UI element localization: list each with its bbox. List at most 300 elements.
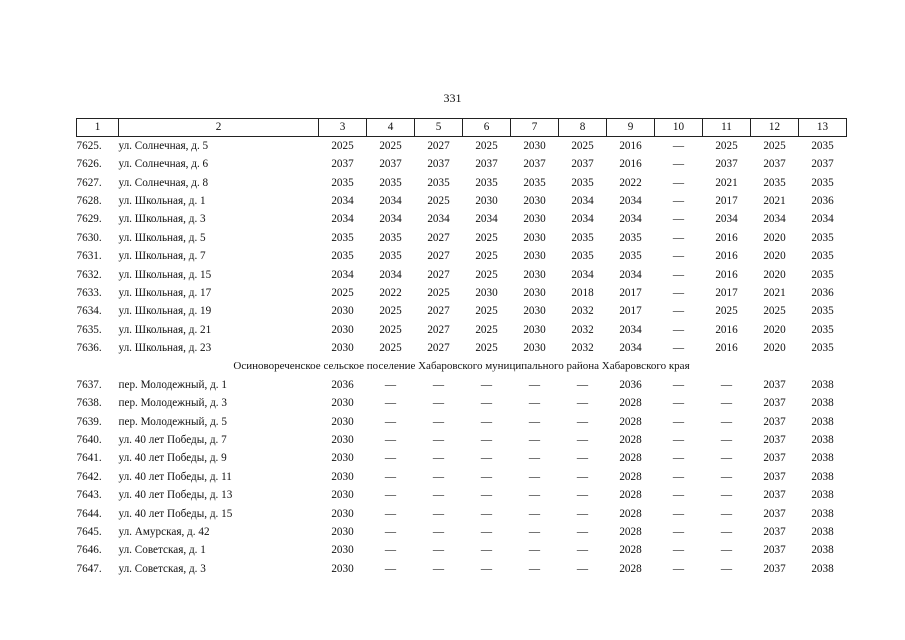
year-value: — [432,562,445,575]
year-value: — [720,470,733,483]
table-row [77,211,847,229]
year-value: 2030 [523,305,546,318]
year-value: — [384,562,397,575]
year-value: — [384,434,397,447]
table-row [77,450,847,468]
year-value: 2028 [619,415,642,428]
year-value: — [720,415,733,428]
table-row [77,376,847,394]
year-value: — [528,378,541,391]
year-value: 2025 [475,268,498,281]
year-value: 2035 [811,268,834,281]
year-value: 2034 [715,213,738,226]
section-row [77,358,847,376]
table-row [77,248,847,266]
year-value: 2025 [379,139,402,152]
year-value: 2037 [379,158,402,171]
table-row [77,340,847,358]
year-value: 2035 [619,231,642,244]
year-value: 2037 [331,158,354,171]
row-number: 7635. [76,323,102,336]
year-value: — [384,452,397,465]
year-value: 2037 [763,544,786,557]
year-value: 2020 [763,342,786,355]
year-value: 2030 [331,305,354,318]
year-value: 2038 [811,507,834,520]
year-value: — [384,507,397,520]
year-value: — [672,562,685,575]
year-value: 2038 [811,452,834,465]
year-value: 2037 [523,158,546,171]
year-value: 2036 [811,286,834,299]
row-address: ул. Солнечная, д. 5 [118,139,209,152]
year-value: 2037 [763,562,786,575]
year-value: — [528,507,541,520]
table-row [77,542,847,560]
row-address: ул. 40 лет Победы, д. 15 [118,507,233,520]
year-value: 2038 [811,489,834,502]
table-row [77,395,847,413]
year-value: — [672,342,685,355]
year-value: 2032 [571,342,594,355]
year-value: — [720,526,733,538]
year-value: 2016 [619,139,642,152]
year-value: 2038 [811,562,834,575]
year-value: 2034 [763,213,786,226]
year-value: — [576,544,589,557]
table-row [77,192,847,210]
row-number: 7644. [76,507,102,520]
year-value: — [672,323,685,336]
year-value: 2025 [571,139,594,152]
year-value: 2034 [331,213,354,226]
year-value: 2037 [763,526,786,538]
year-value: — [480,397,493,410]
year-value: — [432,397,445,410]
year-value: 2037 [763,397,786,410]
year-value: 2016 [715,231,738,244]
year-value: 2035 [811,342,834,355]
year-value: 2035 [619,250,642,263]
year-value: 2037 [475,158,498,171]
year-value: — [672,526,685,538]
row-address: ул. Школьная, д. 3 [118,213,206,226]
year-value: — [672,176,685,189]
year-value: — [672,250,685,263]
year-value: — [432,452,445,465]
year-value: — [528,452,541,465]
year-value: — [480,415,493,428]
year-value: 2030 [331,489,354,502]
table-row [77,487,847,505]
year-value: 2037 [763,415,786,428]
year-value: — [480,562,493,575]
year-value: 2025 [475,305,498,318]
year-value: — [528,544,541,557]
year-value: 2016 [715,342,738,355]
year-value: — [720,507,733,520]
column-header: 2 [119,119,319,137]
year-value: 2034 [619,268,642,281]
row-number: 7627. [76,176,102,189]
year-value: 2020 [763,323,786,336]
row-address: ул. Школьная, д. 19 [118,305,212,318]
year-value: 2027 [427,323,450,336]
year-value: — [720,562,733,575]
row-address: ул. Школьная, д. 15 [118,268,212,281]
year-value: 2038 [811,470,834,483]
year-value: 2030 [523,194,546,207]
year-value: — [432,544,445,557]
year-value: 2030 [523,342,546,355]
year-value: — [720,434,733,447]
year-value: 2034 [571,268,594,281]
year-value: — [384,526,397,538]
year-value: 2028 [619,489,642,502]
column-header: 13 [799,119,847,137]
year-value: — [720,397,733,410]
row-address: пер. Молодежный, д. 3 [118,397,227,410]
year-value: — [672,489,685,502]
year-value: 2027 [427,231,450,244]
row-number: 7625. [76,139,102,152]
row-number: 7645. [76,526,102,538]
year-value: 2022 [619,176,642,189]
year-value: — [528,415,541,428]
year-value: 2017 [619,286,642,299]
table-row [77,413,847,431]
year-value: — [576,434,589,447]
row-address: ул. Школьная, д. 1 [118,194,206,207]
row-address: ул. Школьная, д. 23 [118,342,212,355]
year-value: — [576,415,589,428]
year-value: 2030 [331,507,354,520]
year-value: 2027 [427,268,450,281]
row-address: ул. 40 лет Победы, д. 7 [118,434,227,447]
row-number: 7637. [76,378,102,391]
year-value: 2027 [427,342,450,355]
year-value: 2038 [811,397,834,410]
year-value: 2035 [811,323,834,336]
year-value: 2035 [475,176,498,189]
year-value: 2030 [523,250,546,263]
year-value: 2030 [331,544,354,557]
year-value: 2035 [811,231,834,244]
year-value: — [384,378,397,391]
column-header: 7 [511,119,559,137]
schedule-table [76,118,847,579]
table-row [77,303,847,321]
year-value: — [672,507,685,520]
year-value: — [576,526,589,538]
year-value: — [672,194,685,207]
year-value: 2030 [331,452,354,465]
year-value: 2027 [427,305,450,318]
year-value: 2025 [475,231,498,244]
table-row [77,523,847,541]
year-value: 2034 [619,342,642,355]
year-value: 2035 [379,231,402,244]
year-value: 2034 [379,213,402,226]
row-number: 7633. [76,286,102,299]
row-address: ул. Советская, д. 1 [118,544,206,557]
year-value: — [720,452,733,465]
year-value: — [576,489,589,502]
year-value: 2034 [571,194,594,207]
year-value: — [528,470,541,483]
year-value: 2038 [811,544,834,557]
table-row [77,468,847,486]
year-value: 2034 [427,213,450,226]
row-number: 7638. [76,397,102,410]
year-value: 2034 [331,268,354,281]
year-value: 2028 [619,507,642,520]
column-header: 10 [655,119,703,137]
year-value: 2018 [571,286,594,299]
year-value: 2034 [331,194,354,207]
year-value: — [480,434,493,447]
year-value: 2034 [379,268,402,281]
year-value: 2034 [475,213,498,226]
row-address: пер. Молодежный, д. 5 [118,415,227,428]
year-value: 2034 [619,213,642,226]
year-value: 2037 [763,378,786,391]
column-header: 3 [319,119,367,137]
year-value: — [672,434,685,447]
year-value: — [672,305,685,318]
year-value: 2028 [619,562,642,575]
row-number: 7629. [76,213,102,226]
year-value: 2036 [811,194,834,207]
year-value: 2025 [475,323,498,336]
year-value: — [528,397,541,410]
year-value: — [672,213,685,226]
table-body [77,137,847,579]
year-value: — [672,158,685,171]
year-value: 2025 [475,250,498,263]
row-number: 7646. [76,544,102,557]
year-value: 2030 [523,213,546,226]
row-number: 7641. [76,452,102,465]
year-value: 2035 [523,176,546,189]
year-value: 2030 [331,342,354,355]
year-value: — [672,415,685,428]
year-value: 2037 [763,470,786,483]
year-value: — [528,489,541,502]
year-value: 2028 [619,526,642,538]
table-row [77,284,847,302]
year-value: — [480,489,493,502]
year-value: — [576,397,589,410]
year-value: — [576,562,589,575]
year-value: 2035 [811,305,834,318]
year-value: 2037 [763,507,786,520]
year-value: 2021 [763,286,786,299]
year-value: — [576,452,589,465]
year-value: 2030 [331,415,354,428]
year-value: 2036 [331,378,354,391]
year-value: 2030 [331,397,354,410]
row-number: 7636. [76,342,102,355]
year-value: 2028 [619,452,642,465]
year-value: 2038 [811,526,834,538]
table-row [77,174,847,192]
year-value: 2020 [763,250,786,263]
year-value: — [576,507,589,520]
row-address: ул. 40 лет Победы, д. 11 [118,470,232,483]
year-value: 2030 [523,231,546,244]
year-value: — [672,470,685,483]
row-address: ул. Амурская, д. 42 [118,526,210,538]
year-value: 2017 [619,305,642,318]
year-value: — [432,470,445,483]
year-value: 2021 [715,176,738,189]
year-value: 2035 [763,176,786,189]
year-value: 2022 [379,286,402,299]
year-value: — [720,489,733,502]
row-number: 7643. [76,489,102,502]
year-value: 2035 [811,139,834,152]
year-value: — [480,526,493,538]
header-row [77,119,847,137]
table-row [77,156,847,174]
year-value: — [480,544,493,557]
year-value: 2035 [331,250,354,263]
year-value: 2035 [379,250,402,263]
year-value: 2030 [523,323,546,336]
year-value: — [720,378,733,391]
year-value: 2037 [715,158,738,171]
year-value: 2035 [331,231,354,244]
column-header: 1 [77,119,119,137]
year-value: 2030 [523,139,546,152]
year-value: 2025 [379,323,402,336]
year-value: 2027 [427,250,450,263]
year-value: — [432,526,445,538]
year-value: 2025 [475,139,498,152]
row-number: 7634. [76,305,102,318]
section-title: Осиновореченское сельское поселение Хабаровского муниципального района Хабаровского края [233,360,690,373]
year-value: 2025 [715,305,738,318]
year-value: 2025 [427,194,450,207]
row-number: 7626. [76,158,102,171]
year-value: 2030 [331,562,354,575]
year-value: 2020 [763,231,786,244]
year-value: — [384,489,397,502]
year-value: 2016 [715,250,738,263]
year-value: 2037 [571,158,594,171]
year-value: — [528,526,541,538]
year-value: 2034 [619,323,642,336]
year-value: 2017 [715,286,738,299]
year-value: 2035 [571,231,594,244]
row-number: 7632. [76,268,102,281]
year-value: — [480,452,493,465]
year-value: 2035 [331,176,354,189]
year-value: 2037 [811,158,834,171]
year-value: 2034 [571,213,594,226]
column-header: 9 [607,119,655,137]
row-number: 7647. [76,562,102,575]
row-address: ул. Школьная, д. 21 [118,323,212,336]
row-number: 7642. [76,470,102,483]
year-value: 2032 [571,305,594,318]
table-row [77,266,847,284]
column-header: 11 [703,119,751,137]
year-value: — [480,470,493,483]
year-value: — [672,139,685,152]
year-value: 2016 [715,323,738,336]
year-value: 2035 [379,176,402,189]
year-value: 2037 [763,489,786,502]
year-value: 2037 [763,452,786,465]
year-value: 2025 [715,139,738,152]
year-value: — [672,231,685,244]
year-value: 2032 [571,323,594,336]
year-value: 2030 [475,286,498,299]
year-value: 2016 [619,158,642,171]
column-header: 5 [415,119,463,137]
year-value: 2035 [571,250,594,263]
row-number: 7640. [76,434,102,447]
column-header: 4 [367,119,415,137]
year-value: 2037 [427,158,450,171]
year-value: — [432,489,445,502]
row-address: ул. 40 лет Победы, д. 9 [118,452,227,465]
row-address: ул. Солнечная, д. 6 [118,158,209,171]
table-row [77,137,847,156]
year-value: — [672,397,685,410]
row-number: 7628. [76,194,102,207]
year-value: — [576,378,589,391]
row-address: ул. Школьная, д. 7 [118,250,206,263]
year-value: — [432,378,445,391]
year-value: — [384,415,397,428]
year-value: — [720,544,733,557]
year-value: — [432,434,445,447]
year-value: 2030 [475,194,498,207]
year-value: 2027 [427,139,450,152]
year-value: — [384,544,397,557]
year-value: 2025 [331,286,354,299]
year-value: — [384,470,397,483]
year-value: 2016 [715,268,738,281]
year-value: 2017 [715,194,738,207]
year-value: 2037 [763,434,786,447]
year-value: 2030 [331,470,354,483]
year-value: 2038 [811,434,834,447]
column-header: 8 [559,119,607,137]
row-address: пер. Молодежный, д. 1 [118,378,227,391]
year-value: — [432,415,445,428]
year-value: — [432,507,445,520]
year-value: 2034 [379,194,402,207]
row-number: 7630. [76,231,102,244]
row-address: ул. Школьная, д. 17 [118,286,212,299]
year-value: — [672,378,685,391]
row-address: ул. Школьная, д. 5 [118,231,206,244]
year-value: 2028 [619,397,642,410]
year-value: 2034 [811,213,834,226]
year-value: — [480,507,493,520]
year-value: 2028 [619,434,642,447]
year-value: 2037 [763,158,786,171]
year-value: 2035 [427,176,450,189]
row-number: 7631. [76,250,102,263]
year-value: 2036 [619,378,642,391]
row-number: 7639. [76,415,102,428]
table-row [77,431,847,449]
